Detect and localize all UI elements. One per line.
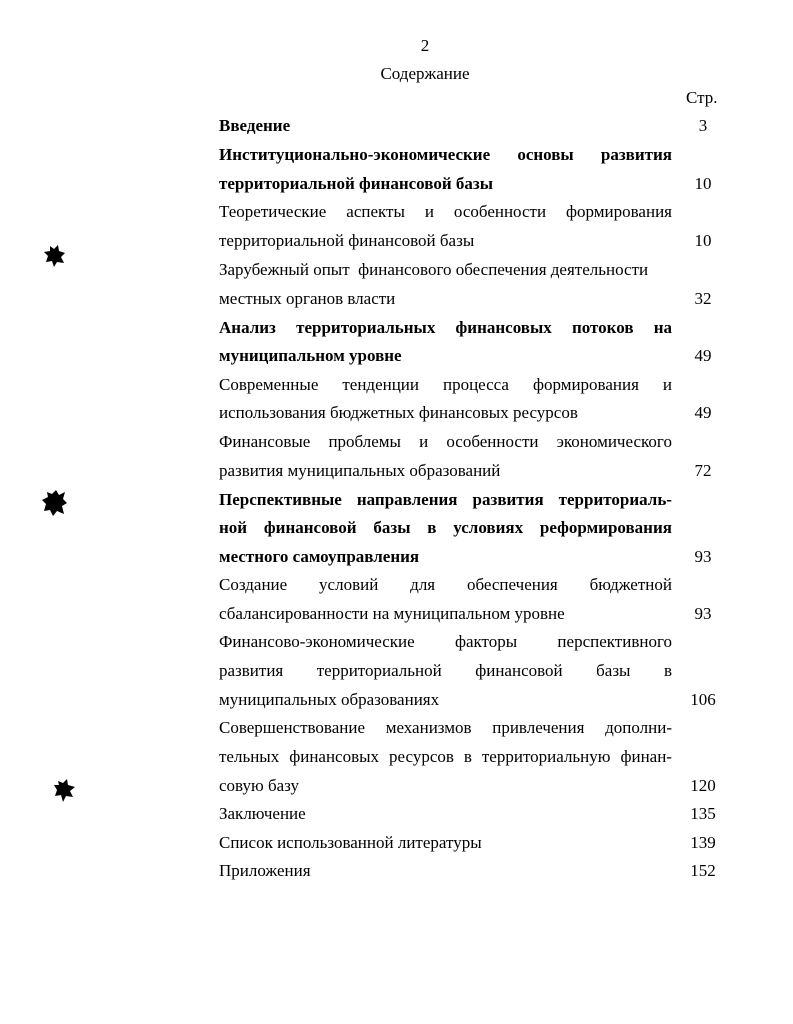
toc-title: Введение [219, 116, 291, 135]
word: аспекты [346, 202, 405, 221]
word: Финансовые [219, 432, 311, 451]
toc-title-line [219, 427, 672, 456]
word: территориаль- [558, 490, 672, 509]
toc-page: 106 [690, 690, 716, 709]
word: тельных [219, 747, 280, 766]
word: финансовой [475, 661, 563, 680]
word: особенности [453, 202, 547, 221]
word: Перспективные [219, 490, 342, 509]
ink-blot-mark [42, 489, 68, 517]
toc-page: 10 [694, 231, 712, 250]
word: и [424, 202, 434, 221]
word: базы [596, 661, 631, 680]
toc-title-line: местных органов власти [219, 289, 396, 308]
word: Финансово-экономические [219, 632, 415, 651]
word: условий [319, 575, 379, 594]
word: основы [517, 145, 574, 164]
toc-page: 93 [694, 604, 712, 623]
word: в [663, 661, 672, 680]
word: процесса [442, 375, 509, 394]
word: ресурсов [389, 747, 454, 766]
word: финансовой [263, 518, 357, 537]
toc-title-line [219, 197, 672, 226]
ink-blot-mark [44, 244, 66, 268]
word: Создание [219, 575, 288, 594]
word: развития [472, 490, 544, 509]
word: территориальной [316, 661, 442, 680]
word: развития [600, 145, 672, 164]
toc-title-line [219, 485, 672, 514]
word: экономического [556, 432, 672, 451]
word: привлечения [492, 718, 585, 737]
contents-title: Содержание [380, 64, 470, 83]
toc-page: 32 [694, 289, 712, 308]
toc-page: 139 [690, 833, 716, 852]
word: и [662, 375, 672, 394]
word: направления [356, 490, 458, 509]
word: финансовых [455, 318, 552, 337]
toc-title: Список использованной литературы [219, 833, 482, 852]
word: факторы [454, 632, 518, 651]
word: ной [219, 518, 248, 537]
toc-title: Приложения [219, 861, 311, 880]
toc-title-line: территориальной финансовой базы [219, 174, 493, 193]
ink-blot-mark [54, 779, 76, 803]
toc-title-line [219, 140, 672, 169]
toc-title-line [219, 313, 672, 342]
word: потоков [571, 318, 634, 337]
toc-title-line: Зарубежный опыт финансового обеспечения деятельности [219, 260, 649, 279]
toc-page: 120 [690, 776, 716, 795]
word: дополни- [605, 718, 672, 737]
toc-page: 49 [694, 346, 712, 365]
toc-title-line [219, 656, 672, 685]
word: базы [373, 518, 411, 537]
toc-page: 49 [694, 403, 712, 422]
toc-title-line: использования бюджетных финансовых ресурсов [219, 403, 578, 422]
word: перспективного [557, 632, 672, 651]
toc-title-line [219, 570, 672, 599]
page-number: 2 [420, 36, 430, 55]
word: формирования [566, 202, 672, 221]
toc-title-line: муниципальных образованиях [219, 690, 440, 709]
word: Современные [219, 375, 319, 394]
word: реформирования [539, 518, 672, 537]
toc-title-line: развития муниципальных образований [219, 461, 501, 480]
toc-page: 152 [690, 861, 716, 880]
word: в [427, 518, 437, 537]
toc-page: 3 [698, 116, 708, 135]
toc-title-line [219, 513, 672, 542]
word: развития [219, 661, 284, 680]
word: и [419, 432, 429, 451]
word: финан- [620, 747, 672, 766]
toc-title-line: муниципальном уровне [219, 346, 402, 365]
word: Анализ [219, 318, 276, 337]
toc-title-line: совую базу [219, 776, 299, 795]
page-column-header: Стр. [686, 88, 718, 107]
word: финансовых [289, 747, 380, 766]
toc-page: 72 [694, 461, 712, 480]
word: особенности [446, 432, 539, 451]
word: бюджетной [589, 575, 672, 594]
word: для [410, 575, 436, 594]
toc-title: Заключение [219, 804, 306, 823]
word: механизмов [385, 718, 472, 737]
word: на [653, 318, 672, 337]
toc-page: 93 [694, 547, 712, 566]
toc-title-line [219, 713, 672, 742]
toc-page: 135 [690, 804, 716, 823]
toc-title-line [219, 627, 672, 656]
word: территориальных [296, 318, 436, 337]
word: формирования [532, 375, 639, 394]
toc-title-line [219, 742, 672, 771]
word: обеспечения [466, 575, 558, 594]
word: в [463, 747, 472, 766]
word: проблемы [328, 432, 401, 451]
toc-title-line: территориальной финансовой базы [219, 231, 475, 250]
toc-page: 10 [694, 174, 712, 193]
toc-title-line [219, 370, 672, 399]
toc-title-line: сбалансированности на муниципальном уровне [219, 604, 565, 623]
word: территориальную [481, 747, 611, 766]
word: Теоретические [219, 202, 327, 221]
toc-title-line: местного самоуправления [219, 547, 420, 566]
word: Совершенствование [219, 718, 366, 737]
word: Институционально-экономические [219, 145, 491, 164]
word: условиях [453, 518, 524, 537]
word: тенденции [342, 375, 420, 394]
